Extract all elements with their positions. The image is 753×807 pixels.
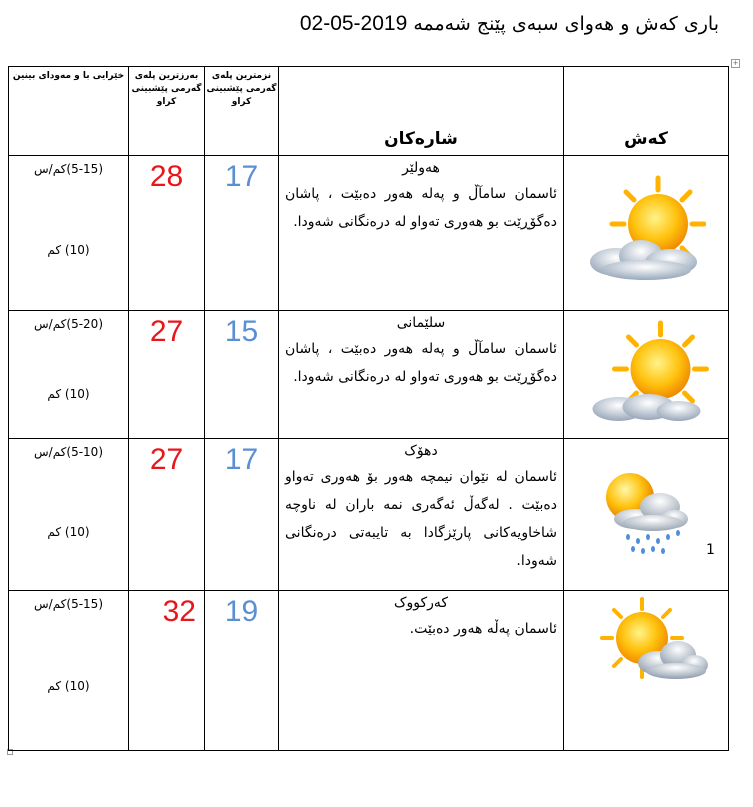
weather-icon-cell [564, 311, 729, 439]
min-temp: 17 [205, 156, 279, 311]
wind-speed: (5-20)کم/س [34, 317, 103, 331]
table-row [9, 156, 729, 311]
wind-cell [9, 591, 129, 751]
weather-icon-cell [564, 156, 729, 311]
forecast-text: ئاسمان پەڵە هەور دەبێت. [409, 621, 557, 637]
title-text: باری کەش و هەوای سبەی پێنج شەممە [413, 13, 719, 35]
table-row [9, 591, 729, 751]
city-cell [279, 311, 564, 439]
city-name: سلێمانی [396, 315, 446, 331]
min-temp: 15 [205, 311, 279, 439]
page-title [300, 12, 719, 36]
city-name: کەرکووک [393, 595, 449, 611]
weather-icon-cell [564, 439, 729, 591]
table-row [9, 311, 729, 439]
header-wind: خێرایی با و مەودای بینین [9, 67, 129, 156]
min-temp: 17 [205, 439, 279, 591]
visibility: (10) کم [47, 387, 90, 401]
sun-behind-cloud-icon [586, 319, 711, 429]
header-max-temp: بەرزترین پلەی گەرمی پێشبینی کراو [129, 67, 205, 156]
forecast-text: ئاسمان سامآڵ و پەلە هەور دەبێت ، پاشان دەگۆڕێت بو هەوری تەواو لە درەنگانی شەودا. [285, 341, 557, 385]
wind-cell [9, 439, 129, 591]
weather-icon-cell [564, 591, 729, 751]
sun-rain-cloud-icon [598, 467, 690, 559]
header-min-temp: نزمترین پلەی گەرمی پێشبینی کراو [205, 67, 279, 156]
wind-cell [9, 311, 129, 439]
title-date: 2019-05-02 [299, 12, 408, 35]
forecast-text: ئاسمان سامآڵ و پەلە هەور دەبێت ، پاشان دەگۆڕێت بو هەوری تەواو لە درەنگانی شەودا. [285, 186, 557, 230]
max-temp: 28 [129, 156, 205, 311]
wind-speed: (5-15)کم/س [34, 597, 103, 611]
min-temp: 19 [205, 591, 279, 751]
visibility: (10) کم [47, 679, 90, 693]
table-move-handle-icon[interactable]: + [732, 59, 739, 67]
table-header-row [9, 67, 729, 156]
header-weather: کەش [564, 67, 729, 156]
table-row [9, 439, 729, 591]
weather-table [8, 66, 729, 751]
sun-behind-cloud-icon [586, 174, 706, 284]
city-cell [279, 591, 564, 751]
max-temp: 27 [129, 439, 205, 591]
max-temp: 32 [129, 591, 205, 751]
visibility: (10) کم [47, 243, 90, 257]
max-temp: 27 [129, 311, 205, 439]
city-cell [279, 156, 564, 311]
header-cities: شارەکان [279, 67, 564, 156]
wind-speed: (5-10)کم/س [34, 445, 103, 459]
row-marker: 1 [706, 542, 715, 558]
city-cell [279, 439, 564, 591]
city-name: هەولێر [402, 160, 440, 176]
wind-cell [9, 156, 129, 311]
sun-small-cloud-icon [586, 597, 710, 689]
city-name: دهۆک [404, 443, 438, 459]
wind-speed: (5-15)کم/س [34, 162, 103, 176]
forecast-text: ئاسمان لە نێوان نیمچە هەور بۆ هەوری تەواو دەبێت . لەگەڵ ئەگەری نمە باران لە ناوچە شاخاویەکانی پارێزگادا بە تایبەتی درەنگانی شەودا. [285, 469, 557, 569]
visibility: (10) کم [47, 525, 90, 539]
